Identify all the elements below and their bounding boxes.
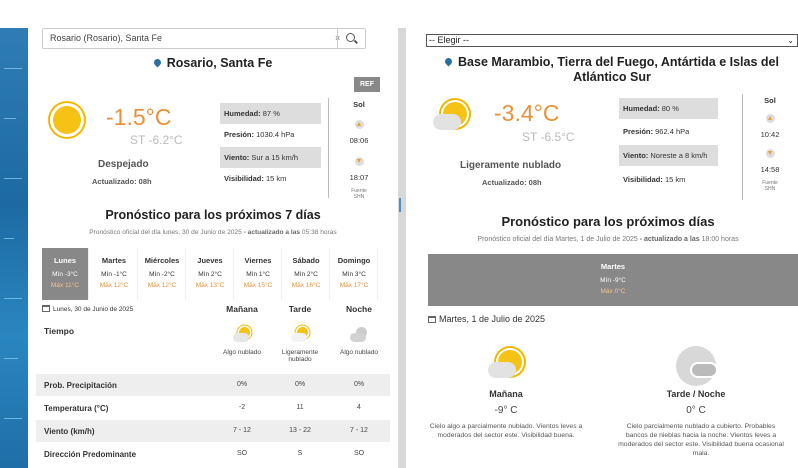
partly-cloudy-icon [486,348,526,384]
forecast-subtitle: Pronóstico oficial del día Martes, 1 de Julio de 2025 - actualizado a las 18:00 horas [477,236,739,243]
day-name: Miércoles [144,256,180,265]
tiempo-label: Tiempo [44,326,75,336]
location-search[interactable] [42,28,366,49]
temp-evening: 0° C [686,405,706,416]
row-value: 4 [357,404,361,411]
row-value: S [297,450,303,457]
day-max: Máx 17°C [339,282,369,289]
feels-like: ST -6.5°C [522,130,575,144]
day-name: Jueves [197,256,223,265]
feels-like: ST -6.2°C [130,133,183,147]
day-max: Máx 15°C [243,282,273,289]
forecast-subtitle: Pronóstico oficial del día lunes, 30 de Junio de 2025 - actualizado a las 05:38 horas [89,229,337,236]
day-min: Mín 3°C [342,271,366,278]
day-name: Lunes [53,256,77,265]
wind: Viento: Sur a 15 km/h [220,147,321,168]
day-max: Máx 12°C [99,282,129,289]
clear-icon[interactable]: × [335,33,341,43]
row-value: 0% [353,381,365,388]
sky-night: Algo nublado [340,349,378,356]
partly-cloudy-icon [289,327,311,343]
search-button[interactable] [337,29,365,48]
day-min: Mín -3°C [52,271,78,278]
row-label: Dirección Predominante [44,450,137,459]
ref-button[interactable]: REF [354,77,380,92]
period-morning: Mañana [489,389,523,399]
day-max: Máx 11°C [50,282,80,289]
row-value: 0% [236,381,248,388]
cloudy-night-icon [348,327,370,343]
forecast-title: Pronóstico para los próximos 7 días [105,208,321,222]
updated-time: Actualizado: 08h [92,177,152,186]
row-label: Viento (km/h) [44,427,95,436]
current-temp: -3.4°C [494,100,560,126]
forecast-title: Pronóstico para los próximos días [501,214,715,229]
location-title: Rosario, Santa Fe [28,56,398,70]
calendar-icon [42,305,50,312]
location-title: Base Marambio, Tierra del Fuego, Antártida e Islas del Atlántico Sur [426,55,798,85]
marambio-panel [406,28,798,468]
col-morning: Mañana [226,304,258,314]
day-name: Domingo [337,256,371,265]
day-tab-0[interactable] [42,248,89,300]
table-row [36,397,390,419]
sunrise-icon [766,114,775,123]
pressure: Presión: 962.4 hPa [623,127,690,136]
sky-morning: Algo nublado [223,349,261,356]
sunny-icon [53,106,81,134]
sun-times: Sol 10:42 14:58 Fuente SHN [760,96,780,192]
sky-afternoon: Ligeramente nublado [281,349,319,363]
current-temp: -1.5°C [106,104,172,130]
row-value: SO [353,450,365,457]
chevron-left-icon[interactable] [399,198,405,212]
visibility: Visibilidad: 15 km [623,175,686,184]
condition: Despejado [98,159,149,170]
col-night: Noche [346,304,372,314]
day-max: Máx 16°C [291,282,321,289]
chevron-down-icon: ⌄ [787,36,794,45]
humidity: Humedad: 80 % [619,98,718,119]
partly-cloudy-icon [231,327,253,343]
table-row [36,420,390,442]
day-min: Mín -2°C [149,271,175,278]
row-value: 11 [296,404,304,411]
visibility: Visibilidad: 15 km [224,174,287,183]
location-select[interactable]: -- Elegir -- ⌄ [426,34,798,47]
day-min: Mín 2°C [198,271,222,278]
split-divider[interactable] [398,28,406,468]
day-tab-selected[interactable]: Martes Mín -9°C Máx 0°C [428,254,798,306]
day-name: Martes [101,256,127,265]
sunrise-icon [355,120,364,129]
calendar-icon [428,316,436,323]
row-label: Prob. Precipitación [44,381,117,390]
col-afternoon: Tarde [288,304,312,314]
cloudy-night-icon [676,346,716,386]
row-value: -2 [238,404,246,411]
day-tab-2[interactable] [139,248,186,300]
location-pin-icon [152,58,162,68]
day-max: Máx 12°C [147,282,177,289]
row-value: 7 - 12 [350,427,368,434]
humidity: Humedad: 87 % [220,103,321,124]
search-icon [346,33,355,42]
day-tab-4[interactable] [235,248,282,300]
map-strip[interactable] [0,28,28,468]
day-max: Máx 13°C [195,282,225,289]
desc-morning: Cielo algo a parcialmente nublado. Vientos leves a moderados del sector este. Visibilidad buena. [429,423,583,439]
day-min: Mín 1°C [246,271,270,278]
day-tab-1[interactable] [91,248,138,300]
search-input[interactable]: Rosario (Rosario), Santa Fe [50,33,163,43]
wind: Viento: Noreste a 8 km/h [619,145,718,166]
sun-times: Sol 08:06 18:07 Fuente SHN [349,100,369,200]
table-row [36,443,390,465]
condition: Ligeramente nublado [460,160,562,171]
sunset-icon [355,157,364,166]
sunset-icon [766,149,775,158]
desc-evening: Cielo parcialmente nublado a cubierto. Probables bancos de nieblas hacia la noche. Vientos leves a moderados del sector este. Visibilidad buena ocasional mala. [618,423,784,457]
partly-cloudy-icon [431,100,471,136]
detail-date: Lunes, 30 de Junio de 2025 [42,305,133,313]
row-value: SO [236,450,248,457]
rosario-panel [28,28,398,468]
updated-time: Actualizado: 08h [482,178,542,187]
period-evening: Tarde / Noche [666,389,726,399]
detail-date: Martes, 1 de Julio de 2025 [428,314,545,324]
day-min: Mín -1°C [101,271,127,278]
day-tab-5[interactable] [283,248,330,300]
row-label: Temperatura (°C) [44,404,109,413]
day-name: Sábado [292,256,320,265]
row-value: 13 - 22 [289,427,311,434]
table-row [36,374,390,396]
row-value: 7 - 12 [233,427,251,434]
location-pin-icon [444,57,454,67]
day-name: Viernes [244,256,272,265]
day-tab-6[interactable] [331,248,378,300]
day-tab-3[interactable] [187,248,234,300]
day-min: Mín 2°C [294,271,318,278]
row-value: 0% [294,381,306,388]
temp-morning: -9° C [494,405,518,416]
pressure: Presión: 1030.4 hPa [224,130,295,139]
